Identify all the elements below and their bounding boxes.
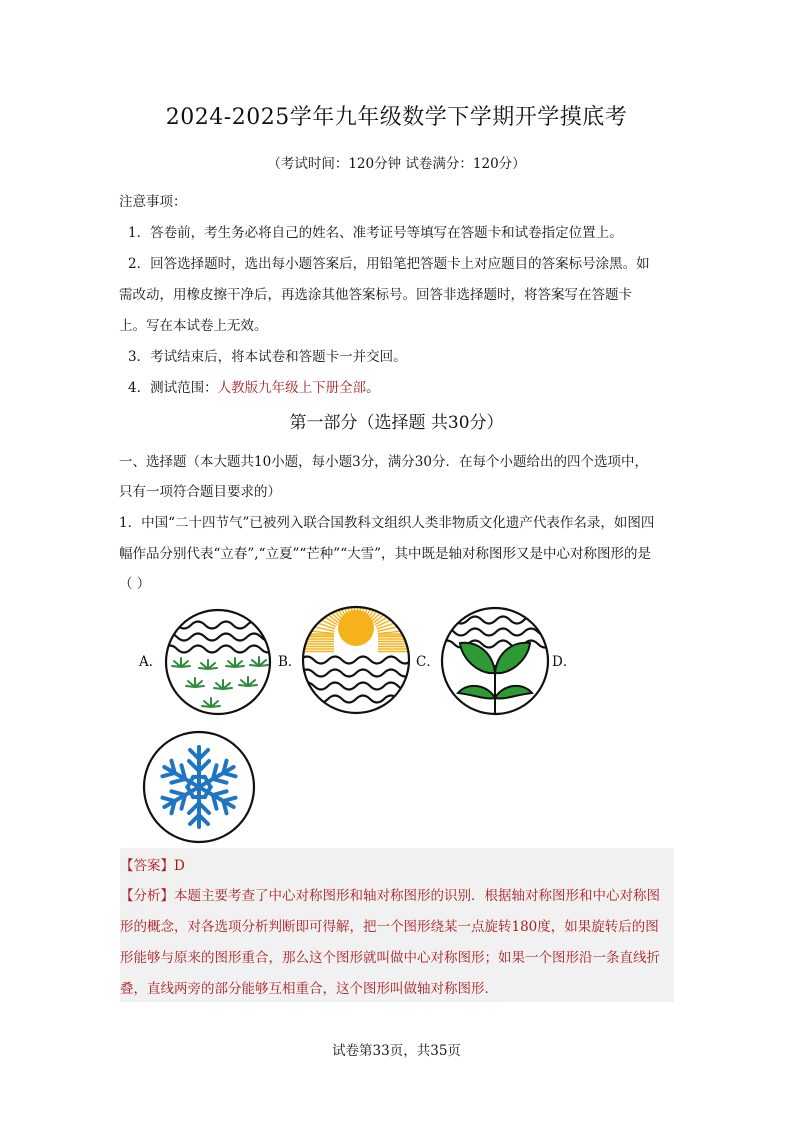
option-b-label: B． <box>278 654 302 670</box>
sun-ray <box>278 619 335 631</box>
sun-ray <box>362 559 378 615</box>
scope-suffix: 。 <box>366 380 380 396</box>
scope-value: 人教版九年级上下册全部 <box>217 380 367 396</box>
figure-d-daxue <box>140 729 258 845</box>
figure-b-lixia <box>300 604 412 716</box>
sun-ray <box>372 581 414 621</box>
sun-ray <box>292 588 338 623</box>
sun-ray <box>370 575 408 619</box>
notice-item: 3．考试结束后，将本试卷和答题卡一并交回。 <box>128 349 407 365</box>
sun-ray <box>378 627 436 633</box>
notice-item: 2．回答选择题时，选出每小题答案后，用铅笔把答题卡上对应题目的答案标号涂黑。如 <box>128 256 650 272</box>
analysis-line: 形能够与原来的图形重合，那么这个图形就叫做中心对称图形；如果一个图形沿一条直线折 <box>120 950 660 966</box>
sun-ray <box>352 556 355 614</box>
sun-ray <box>374 588 420 623</box>
sun-ray <box>280 610 335 629</box>
page-title: 2024-2025学年九年级数学下学期开学摸底考 <box>165 105 628 130</box>
sun-ray <box>343 557 352 614</box>
sun-ray <box>375 595 425 625</box>
notice-item: 1．答卷前，考生务必将自己的姓名、准考证号等填写在答题卡和试卷指定位置上。 <box>128 225 623 241</box>
sun-ray <box>357 556 360 614</box>
section-instruction: 一、选择题（本大题共10小题，每小题3分，满分30分．在每个小题给出的四个选项中， <box>119 454 648 470</box>
analysis-line: 形的概念，对各选项分析判断即可得解，把一个图形绕某一点旋转180度，如果旋转后的图 <box>120 919 659 935</box>
section-instruction: 只有一项符合题目要求的） <box>119 484 281 500</box>
sun-ray <box>298 581 340 621</box>
question-text: 幅作品分别代表“立春”,“立夏”“芒种”“大雪”，其中既是轴对称图形又是中心对称图形的是 <box>119 546 652 562</box>
notice-item: 需改动，用橡皮擦干净后，再选涂其他答案标号。回答非选择题时，将答案写在答题卡 <box>119 287 632 303</box>
analysis-line: 叠，直线两旁的部分能够互相重合，这个图形叫做轴对称图形． <box>120 981 498 997</box>
scope-label: 4．测试范围： <box>128 380 218 396</box>
exam-info: （考试时间：120分钟 试卷满分：120分） <box>267 156 526 172</box>
answer-line: 【答案】D <box>120 858 185 874</box>
sun-ray <box>377 619 434 631</box>
analysis-line: 【分析】本题主要考查了中心对称图形和轴对称图形的识别．根据轴对称图形和中心对称图 <box>120 888 660 904</box>
question-text: 1．中国“二十四节气”已被列入联合国教科文组织人类非物质文化遗产代表作名录，如图四 <box>119 515 655 531</box>
figure-c-mangzhong <box>440 605 550 717</box>
sun-ray <box>377 610 432 629</box>
option-d-label: D． <box>552 654 577 670</box>
sun-ray <box>335 559 351 615</box>
sun-ray <box>287 595 337 625</box>
section-title: 第一部分（选择题 共30分） <box>289 413 504 433</box>
notice-heading: 注意事项： <box>119 194 187 210</box>
sun-ray <box>304 575 342 619</box>
sun-ray <box>360 557 369 614</box>
figure-a-lichun <box>163 607 273 717</box>
option-c-label: C． <box>416 654 440 670</box>
option-a-label: A． <box>139 654 163 670</box>
sun-ray <box>276 627 334 633</box>
notice-scope <box>128 376 380 396</box>
question-text: （ ） <box>119 576 151 592</box>
notice-item: 上。写在本试卷上无效。 <box>119 318 268 334</box>
page-number: 试卷第33页，共35页 <box>332 1043 461 1059</box>
